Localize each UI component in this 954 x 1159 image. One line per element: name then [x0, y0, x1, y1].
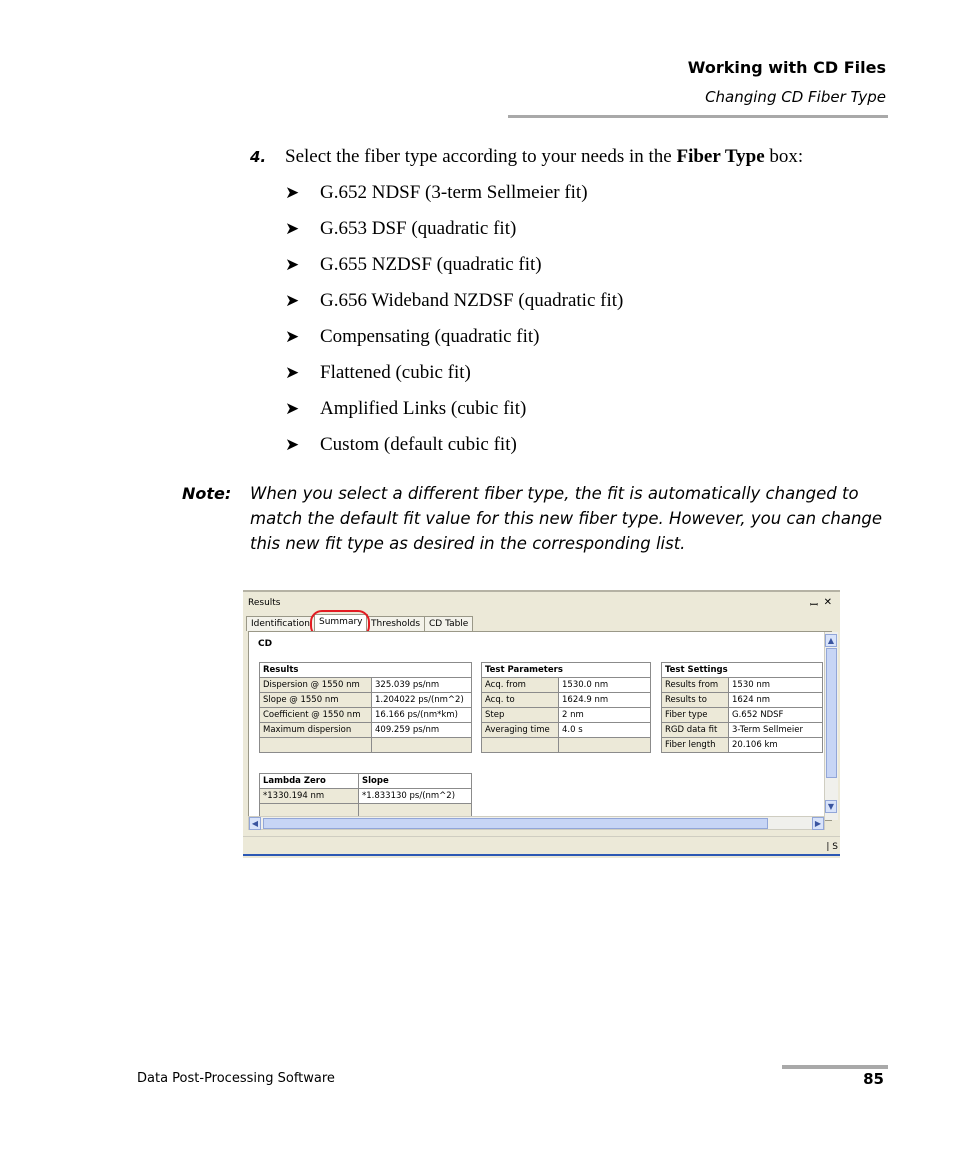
row-value: *1330.194 nm	[260, 789, 359, 804]
table-row	[260, 678, 472, 693]
table-row	[260, 789, 472, 804]
bullet-text: Compensating (quadratic fit)	[320, 326, 540, 347]
row-value: 325.039 ps/nm	[372, 678, 472, 693]
scroll-down-icon[interactable]: ▼	[825, 800, 837, 813]
bullet-item	[285, 182, 588, 204]
test-settings-table	[661, 662, 823, 753]
step-text-before: Select the fiber type according to your needs in the	[285, 146, 677, 167]
bullet-text: G.652 NDSF (3-term Sellmeier fit)	[320, 182, 588, 203]
bullet-text: Custom (default cubic fit)	[320, 434, 517, 455]
arrow-bullet-icon: ➤	[285, 399, 300, 419]
tab-thresholds[interactable]: Thresholds	[366, 616, 425, 631]
row-value: 1530.0 nm	[559, 678, 651, 693]
table-row	[662, 723, 823, 738]
bullet-text: G.655 NZDSF (quadratic fit)	[320, 254, 542, 275]
row-key: Fiber length	[662, 738, 729, 753]
row-key	[260, 738, 372, 753]
row-key: RGD data fit	[662, 723, 729, 738]
bullet-item	[285, 290, 623, 312]
scroll-thumb[interactable]	[826, 648, 837, 778]
table-row	[482, 738, 651, 753]
lambda-zero-table	[259, 773, 472, 819]
results-panel-screenshot	[243, 590, 840, 858]
table-header: Test Settings	[662, 663, 823, 678]
row-key: Fiber type	[662, 708, 729, 723]
summary-content	[248, 631, 835, 821]
bullet-item	[285, 398, 526, 420]
step-text	[285, 146, 803, 168]
row-value: 1624 nm	[729, 693, 823, 708]
bullet-text: Amplified Links (cubic fit)	[320, 398, 527, 419]
results-table	[259, 662, 472, 753]
arrow-bullet-icon: ➤	[285, 435, 300, 455]
note-label: Note:	[182, 484, 232, 503]
row-value	[559, 738, 651, 753]
vertical-scrollbar[interactable]	[824, 632, 838, 820]
row-value: 2 nm	[559, 708, 651, 723]
bullet-text: G.656 Wideband NZDSF (quadratic fit)	[320, 290, 624, 311]
scroll-right-icon[interactable]: ▶	[812, 817, 824, 830]
footer-rule	[782, 1065, 888, 1069]
table-row	[662, 708, 823, 723]
table-header: Slope	[359, 774, 472, 789]
row-value: *1.833130 ps/(nm^2)	[359, 789, 472, 804]
table-row	[482, 708, 651, 723]
row-value: 1530 nm	[729, 678, 823, 693]
bullet-item	[285, 326, 540, 348]
bullet-text: G.653 DSF (quadratic fit)	[320, 218, 517, 239]
row-key	[482, 738, 559, 753]
row-key: Results to	[662, 693, 729, 708]
row-key: Slope @ 1550 nm	[260, 693, 372, 708]
scroll-thumb[interactable]	[263, 818, 768, 829]
row-value: 20.106 km	[729, 738, 823, 753]
step-number: 4.	[250, 148, 267, 166]
row-value: G.652 NDSF	[729, 708, 823, 723]
panel-title: Results	[248, 598, 281, 608]
arrow-bullet-icon: ➤	[285, 327, 300, 347]
row-key: Step	[482, 708, 559, 723]
table-row	[482, 678, 651, 693]
row-key: Averaging time	[482, 723, 559, 738]
status-text: | S	[826, 842, 838, 852]
arrow-bullet-icon: ➤	[285, 219, 300, 239]
tab-cd-table[interactable]: CD Table	[424, 616, 473, 631]
running-header-subtitle: Changing CD Fiber Type	[705, 88, 886, 106]
arrow-bullet-icon: ➤	[285, 255, 300, 275]
close-icon[interactable]: ✕	[823, 597, 832, 608]
bullet-item	[285, 254, 542, 276]
row-key: Acq. from	[482, 678, 559, 693]
footer-title: Data Post-Processing Software	[137, 1071, 335, 1086]
scroll-left-icon[interactable]: ◀	[249, 817, 261, 830]
table-row	[482, 723, 651, 738]
row-key: Coefficient @ 1550 nm	[260, 708, 372, 723]
bullet-item	[285, 362, 471, 384]
header-rule	[508, 115, 888, 118]
row-value: 1624.9 nm	[559, 693, 651, 708]
page-number: 85	[863, 1070, 884, 1088]
scroll-up-icon[interactable]: ▲	[825, 634, 837, 647]
table-row	[260, 723, 472, 738]
step-text-after: box:	[764, 146, 804, 167]
table-row	[662, 693, 823, 708]
bullet-item	[285, 434, 517, 456]
arrow-bullet-icon: ➤	[285, 363, 300, 383]
bullet-text: Flattened (cubic fit)	[320, 362, 471, 383]
row-value: 409.259 ps/nm	[372, 723, 472, 738]
tab-summary[interactable]: Summary	[314, 614, 368, 631]
tab-identification[interactable]: Identification	[246, 616, 315, 631]
table-row	[662, 678, 823, 693]
row-value: 4.0 s	[559, 723, 651, 738]
pin-icon[interactable]: ꟷ	[809, 600, 818, 611]
table-row	[482, 693, 651, 708]
table-header: Test Parameters	[482, 663, 651, 678]
table-row	[662, 738, 823, 753]
row-value: 1.204022 ps/(nm^2)	[372, 693, 472, 708]
table-row	[260, 693, 472, 708]
row-value: 16.166 ps/(nm*km)	[372, 708, 472, 723]
table-header: Lambda Zero	[260, 774, 359, 789]
row-value	[372, 738, 472, 753]
running-header-title: Working with CD Files	[687, 58, 886, 77]
bullet-item	[285, 218, 516, 240]
status-bar-edge	[243, 854, 840, 856]
test-parameters-table	[481, 662, 651, 753]
row-key: Maximum dispersion	[260, 723, 372, 738]
step-text-bold: Fiber Type	[676, 146, 765, 167]
table-header: Results	[260, 663, 472, 678]
table-row	[260, 738, 472, 753]
table-row	[260, 708, 472, 723]
arrow-bullet-icon: ➤	[285, 291, 300, 311]
section-label: CD	[258, 639, 273, 649]
horizontal-scrollbar[interactable]	[248, 816, 825, 830]
arrow-bullet-icon: ➤	[285, 183, 300, 203]
row-key: Results from	[662, 678, 729, 693]
note-text: When you select a different fiber type, the fit is automatically changed to match the default fit value for this new fiber type. However, you can change this new fit type as desired in the corresponding list.	[250, 484, 883, 553]
row-key: Acq. to	[482, 693, 559, 708]
row-value: 3-Term Sellmeier	[729, 723, 823, 738]
row-key: Dispersion @ 1550 nm	[260, 678, 372, 693]
